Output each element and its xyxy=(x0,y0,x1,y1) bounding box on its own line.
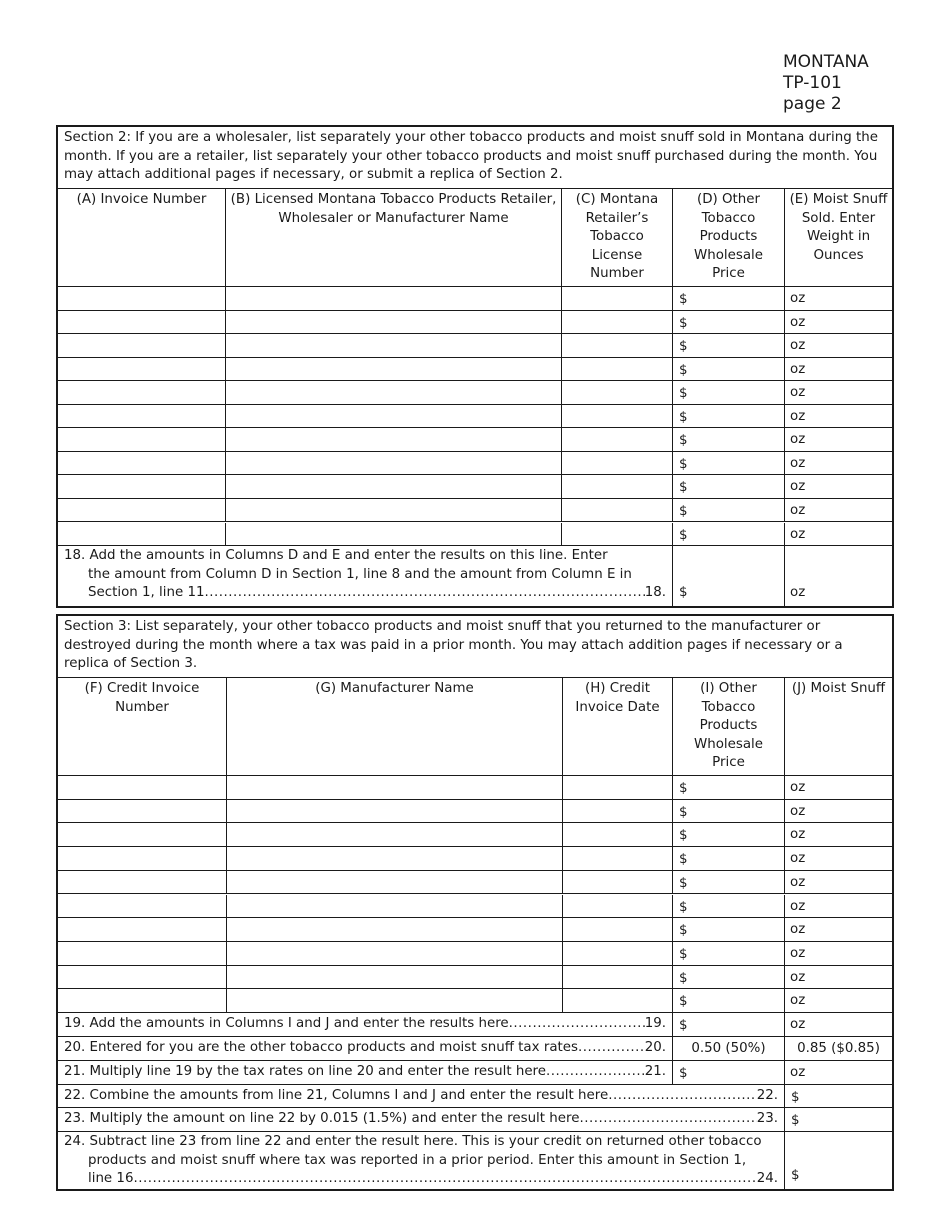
ounce-unit: oz xyxy=(790,479,806,495)
section-3-wholesale-price-field[interactable] xyxy=(673,942,785,965)
col-c-header: (C) Montana Retailer’s Tobacco License Number xyxy=(562,189,673,286)
page-number: page 2 xyxy=(783,94,842,114)
section-3 xyxy=(56,614,894,1191)
line-18-line1: 18. Add the amounts in Columns D and E and enter the results on this line. Enter xyxy=(64,548,608,563)
line-18-d-field[interactable] xyxy=(673,546,785,606)
section-2-wholesale-price-field[interactable] xyxy=(673,475,785,498)
section-2-license-number-field[interactable] xyxy=(562,499,673,522)
dollar-sign: $ xyxy=(679,315,688,331)
line-19-row xyxy=(58,1013,892,1037)
section-2-licensee-name-field[interactable] xyxy=(226,475,562,498)
line-18-dollar: $ xyxy=(679,585,688,600)
table-row xyxy=(58,475,892,499)
line-21-oz: oz xyxy=(790,1065,806,1080)
ounce-unit: oz xyxy=(790,455,806,471)
table-row xyxy=(58,311,892,335)
line-24-field[interactable] xyxy=(785,1132,892,1189)
ounce-unit: oz xyxy=(790,945,806,961)
section-2-snuff-weight-field[interactable] xyxy=(785,475,892,498)
line-23-label: 23. Multiply the amount on line 22 by 0.015 (1.5%) and enter the result here xyxy=(64,1111,580,1126)
section-3-manufacturer-name-field[interactable] xyxy=(227,989,563,1012)
line-18-e-field[interactable] xyxy=(785,546,892,606)
line-19-text xyxy=(58,1013,673,1036)
section-2-licensee-name-field[interactable] xyxy=(226,358,562,381)
ounce-unit: oz xyxy=(790,291,806,306)
section-3-credit-invoice-date-field[interactable] xyxy=(563,847,673,870)
section-3-manufacturer-name-field[interactable] xyxy=(227,823,563,846)
line-24-number: 24. xyxy=(756,1171,778,1186)
dollar-sign: $ xyxy=(679,828,688,844)
table-row xyxy=(58,523,892,547)
col-f-header: (F) Credit Invoice Number xyxy=(58,678,227,775)
section-2-invoice-number-field[interactable] xyxy=(58,499,226,522)
dollar-sign: $ xyxy=(679,804,688,820)
section-2-license-number-field[interactable] xyxy=(562,523,673,546)
section-2-wholesale-price-field[interactable] xyxy=(673,334,785,357)
col-i-header: (I) Other Tobacco Products Wholesale Price xyxy=(673,678,785,775)
section-2-license-number-field[interactable] xyxy=(562,287,673,310)
table-row xyxy=(58,334,892,358)
leader-dots xyxy=(509,1015,645,1034)
table-row xyxy=(58,823,892,847)
section-3-credit-invoice-date-field[interactable] xyxy=(563,918,673,941)
ounce-unit: oz xyxy=(790,874,806,890)
section-2-licensee-name-field[interactable] xyxy=(226,311,562,334)
table-row xyxy=(58,800,892,824)
table-row xyxy=(58,847,892,871)
line-18-row xyxy=(58,546,892,606)
line-23-field[interactable] xyxy=(785,1108,892,1131)
line-24-line2: products and moist snuff where tax was reported in a prior period. Enter this amount in Section 1, xyxy=(88,1152,747,1168)
section-2-header-row xyxy=(58,189,892,287)
section-2-intro: Section 2: If you are a wholesaler, list separately your other tobacco products and moist snuff sold in Montana during the month. If you are a retailer, list separately your other tobacco products and moist snuff purchased during the month. You may attach additional pages if necessary, or submit a replica of Section 2. xyxy=(58,127,892,189)
ounce-unit: oz xyxy=(790,338,806,354)
section-2-snuff-weight-field[interactable] xyxy=(785,311,892,334)
table-row xyxy=(58,942,892,966)
line-20-rate-j: 0.85 ($0.85) xyxy=(797,1041,880,1056)
section-2-invoice-number-field[interactable] xyxy=(58,311,226,334)
ounce-unit: oz xyxy=(790,993,806,1009)
col-d-header: (D) Other Tobacco Products Wholesale Price xyxy=(673,189,785,286)
section-3-credit-invoice-date-field[interactable] xyxy=(563,895,673,918)
section-2-licensee-name-field[interactable] xyxy=(226,452,562,475)
section-3-moist-snuff-field[interactable] xyxy=(785,918,892,941)
section-3-manufacturer-name-field[interactable] xyxy=(227,871,563,894)
line-22-dollar: $ xyxy=(791,1090,800,1105)
section-2-wholesale-price-field[interactable] xyxy=(673,523,785,546)
section-2-wholesale-price-field[interactable] xyxy=(673,311,785,334)
section-2-license-number-field[interactable] xyxy=(562,475,673,498)
line-22-number: 22. xyxy=(756,1088,778,1103)
dollar-sign: $ xyxy=(679,899,688,915)
ounce-unit: oz xyxy=(790,314,806,330)
section-3-manufacturer-name-field[interactable] xyxy=(227,776,563,799)
section-2-license-number-field[interactable] xyxy=(562,358,673,381)
section-3-moist-snuff-field[interactable] xyxy=(785,871,892,894)
section-2-licensee-name-field[interactable] xyxy=(226,287,562,310)
section-2-invoice-number-field[interactable] xyxy=(58,334,226,357)
table-row xyxy=(58,452,892,476)
section-2-snuff-weight-field[interactable] xyxy=(785,452,892,475)
line-24-line1: 24. Subtract line 23 from line 22 and enter the result here. This is your credit on returned other tobacco xyxy=(64,1134,762,1149)
section-2-snuff-weight-field[interactable] xyxy=(785,523,892,546)
leader-dots xyxy=(608,1087,756,1106)
table-row xyxy=(58,895,892,919)
ounce-unit: oz xyxy=(790,803,806,819)
section-2-invoice-number-field[interactable] xyxy=(58,475,226,498)
section-2-licensee-name-field[interactable] xyxy=(226,523,562,546)
line-21-text xyxy=(58,1061,673,1084)
section-3-wholesale-price-field[interactable] xyxy=(673,918,785,941)
section-2-snuff-weight-field[interactable] xyxy=(785,405,892,428)
dollar-sign: $ xyxy=(679,409,688,425)
section-3-wholesale-price-field[interactable] xyxy=(673,823,785,846)
dollar-sign: $ xyxy=(679,339,688,355)
section-2-licensee-name-field[interactable] xyxy=(226,334,562,357)
dollar-sign: $ xyxy=(679,362,688,378)
section-3-moist-snuff-field[interactable] xyxy=(785,989,892,1012)
section-2-licensee-name-field[interactable] xyxy=(226,381,562,404)
line-19-number: 19. xyxy=(644,1016,666,1031)
section-3-wholesale-price-field[interactable] xyxy=(673,776,785,799)
section-3-wholesale-price-field[interactable] xyxy=(673,847,785,870)
section-3-credit-invoice-number-field[interactable] xyxy=(58,823,227,846)
form-number: TP-101 xyxy=(783,73,842,93)
section-2-invoice-number-field[interactable] xyxy=(58,452,226,475)
line-22-row xyxy=(58,1085,892,1108)
line-22-field[interactable] xyxy=(785,1085,892,1107)
ounce-unit: oz xyxy=(790,898,806,914)
line-19-dollar: $ xyxy=(679,1018,688,1033)
section-2-snuff-weight-field[interactable] xyxy=(785,334,892,357)
line-22-label: 22. Combine the amounts from line 21, Columns I and J and enter the result here xyxy=(64,1088,609,1103)
section-3-manufacturer-name-field[interactable] xyxy=(227,847,563,870)
section-3-credit-invoice-date-field[interactable] xyxy=(563,823,673,846)
section-3-manufacturer-name-field[interactable] xyxy=(227,918,563,941)
dollar-sign: $ xyxy=(679,781,688,796)
section-2 xyxy=(56,125,894,608)
section-3-credit-invoice-date-field[interactable] xyxy=(563,776,673,799)
line-21-i-field[interactable] xyxy=(673,1061,785,1084)
leader-dots xyxy=(133,1170,756,1189)
dollar-sign: $ xyxy=(679,923,688,939)
table-row xyxy=(58,966,892,990)
line-21-label: 21. Multiply line 19 by the tax rates on line 20 and enter the result here xyxy=(64,1064,547,1079)
section-2-wholesale-price-field[interactable] xyxy=(673,452,785,475)
line-24-row xyxy=(58,1132,892,1189)
col-a-header: (A) Invoice Number xyxy=(58,189,226,286)
section-3-intro: Section 3: List separately, your other tobacco products and moist snuff that you returned to the manufacturer or destroyed during the month where a tax was paid in a prior month. You may attach addition pages if necessary or a replica of Section 3. xyxy=(58,616,892,678)
ounce-unit: oz xyxy=(790,922,806,938)
line-21-row xyxy=(58,1061,892,1085)
section-2-invoice-number-field[interactable] xyxy=(58,405,226,428)
section-3-credit-invoice-number-field[interactable] xyxy=(58,918,227,941)
table-row xyxy=(58,381,892,405)
section-2-snuff-weight-field[interactable] xyxy=(785,381,892,404)
section-2-license-number-field[interactable] xyxy=(562,452,673,475)
section-3-credit-invoice-number-field[interactable] xyxy=(58,871,227,894)
line-24-line3-text: line 16 xyxy=(88,1171,134,1186)
section-2-licensee-name-field[interactable] xyxy=(226,405,562,428)
leader-dots xyxy=(205,584,645,603)
section-3-moist-snuff-field[interactable] xyxy=(785,895,892,918)
table-row xyxy=(58,871,892,895)
state-name: MONTANA xyxy=(783,52,869,72)
section-2-licensee-name-field[interactable] xyxy=(226,499,562,522)
line-20-label: 20. Entered for you are the other tobacco products and moist snuff tax rates xyxy=(64,1040,578,1055)
table-row xyxy=(58,499,892,523)
line-19-oz: oz xyxy=(790,1017,806,1032)
line-23-text xyxy=(58,1108,785,1131)
leader-dots xyxy=(579,1110,756,1129)
dollar-sign: $ xyxy=(679,946,688,962)
ounce-unit: oz xyxy=(790,361,806,377)
section-2-wholesale-price-field[interactable] xyxy=(673,428,785,451)
section-3-manufacturer-name-field[interactable] xyxy=(227,895,563,918)
col-b-header: (B) Licensed Montana Tobacco Products Retailer, Wholesaler or Manufacturer Name xyxy=(226,189,562,286)
section-3-manufacturer-name-field[interactable] xyxy=(227,800,563,823)
section-3-manufacturer-name-field[interactable] xyxy=(227,966,563,989)
dollar-sign: $ xyxy=(679,527,688,543)
table-row xyxy=(58,405,892,429)
section-3-moist-snuff-field[interactable] xyxy=(785,823,892,846)
table-row xyxy=(58,776,892,800)
line-20-number: 20. xyxy=(644,1040,666,1055)
ounce-unit: oz xyxy=(790,851,806,867)
line-20-rate-i: 0.50 (50%) xyxy=(673,1037,785,1060)
col-h-header: (H) Credit Invoice Date xyxy=(563,678,673,775)
section-3-credit-invoice-number-field[interactable] xyxy=(58,942,227,965)
line-18-number: 18. xyxy=(644,585,666,600)
section-3-header-row xyxy=(58,678,892,776)
section-3-credit-invoice-date-field[interactable] xyxy=(563,800,673,823)
line-21-j-field[interactable] xyxy=(785,1061,892,1084)
line-19-i-field[interactable] xyxy=(673,1013,785,1036)
table-row xyxy=(58,989,892,1013)
line-24-line3 xyxy=(64,1170,778,1189)
section-2-license-number-field[interactable] xyxy=(562,311,673,334)
table-row xyxy=(58,918,892,942)
line-18-text xyxy=(58,546,673,606)
line-23-row xyxy=(58,1108,892,1132)
leader-dots xyxy=(546,1063,645,1082)
line-22-text xyxy=(58,1085,785,1107)
section-3-moist-snuff-field[interactable] xyxy=(785,847,892,870)
dollar-sign: $ xyxy=(679,852,688,868)
section-3-moist-snuff-field[interactable] xyxy=(785,776,892,799)
dollar-sign: $ xyxy=(679,994,688,1010)
col-e-header: (E) Moist Snuff Sold. Enter Weight in Ounces xyxy=(789,192,888,263)
section-3-credit-invoice-date-field[interactable] xyxy=(563,871,673,894)
section-2-snuff-weight-field[interactable] xyxy=(785,499,892,522)
dollar-sign: $ xyxy=(679,970,688,986)
section-2-license-number-field[interactable] xyxy=(562,405,673,428)
line-20-text xyxy=(58,1037,673,1060)
ounce-unit: oz xyxy=(790,526,806,542)
section-2-wholesale-price-field[interactable] xyxy=(673,499,785,522)
table-row xyxy=(58,358,892,382)
section-2-snuff-weight-field[interactable] xyxy=(785,358,892,381)
section-3-credit-invoice-date-field[interactable] xyxy=(563,942,673,965)
section-2-invoice-number-field[interactable] xyxy=(58,523,226,546)
col-j-header: (J) Moist Snuff xyxy=(791,681,886,696)
col-g-header: (G) Manufacturer Name xyxy=(227,678,563,775)
dollar-sign: $ xyxy=(679,386,688,402)
section-3-credit-invoice-number-field[interactable] xyxy=(58,776,227,799)
line-23-dollar: $ xyxy=(791,1113,800,1128)
section-2-invoice-number-field[interactable] xyxy=(58,358,226,381)
ounce-unit: oz xyxy=(790,502,806,518)
line-18-oz: oz xyxy=(790,585,806,600)
dollar-sign: $ xyxy=(679,503,688,519)
section-3-credit-invoice-number-field[interactable] xyxy=(58,989,227,1012)
section-3-credit-invoice-number-field[interactable] xyxy=(58,895,227,918)
table-row xyxy=(58,428,892,452)
line-18-line3-text: Section 1, line 11 xyxy=(88,585,205,600)
line-21-dollar: $ xyxy=(679,1066,688,1081)
dollar-sign: $ xyxy=(679,875,688,891)
line-18-line3 xyxy=(64,584,666,603)
section-2-license-number-field[interactable] xyxy=(562,334,673,357)
leader-dots xyxy=(578,1039,645,1058)
ounce-unit: oz xyxy=(790,385,806,401)
line-23-number: 23. xyxy=(756,1111,778,1126)
section-3-moist-snuff-field[interactable] xyxy=(785,966,892,989)
line-21-number: 21. xyxy=(644,1064,666,1079)
section-3-credit-invoice-number-field[interactable] xyxy=(58,966,227,989)
line-24-dollar: $ xyxy=(791,1168,800,1183)
section-3-moist-snuff-field[interactable] xyxy=(785,942,892,965)
table-row xyxy=(58,287,892,311)
section-3-credit-invoice-date-field[interactable] xyxy=(563,966,673,989)
section-2-wholesale-price-field[interactable] xyxy=(673,381,785,404)
section-3-manufacturer-name-field[interactable] xyxy=(227,942,563,965)
section-2-snuff-weight-field[interactable] xyxy=(785,287,892,310)
section-2-invoice-number-field[interactable] xyxy=(58,428,226,451)
section-3-wholesale-price-field[interactable] xyxy=(673,871,785,894)
form-header xyxy=(783,52,869,115)
section-2-license-number-field[interactable] xyxy=(562,381,673,404)
ounce-unit: oz xyxy=(790,408,806,424)
section-2-licensee-name-field[interactable] xyxy=(226,428,562,451)
dollar-sign: $ xyxy=(679,433,688,449)
section-3-credit-invoice-number-field[interactable] xyxy=(58,800,227,823)
section-2-snuff-weight-field[interactable] xyxy=(785,428,892,451)
line-19-j-field[interactable] xyxy=(785,1013,892,1036)
section-3-wholesale-price-field[interactable] xyxy=(673,800,785,823)
dollar-sign: $ xyxy=(679,292,688,307)
ounce-unit: oz xyxy=(790,969,806,985)
line-24-text xyxy=(58,1132,785,1189)
section-3-moist-snuff-field[interactable] xyxy=(785,800,892,823)
dollar-sign: $ xyxy=(679,480,688,496)
ounce-unit: oz xyxy=(790,780,806,795)
line-18-line2: the amount from Column D in Section 1, line 8 and the amount from Column E in xyxy=(88,566,632,582)
line-19-label: 19. Add the amounts in Columns I and J and enter the results here xyxy=(64,1016,509,1031)
section-2-wholesale-price-field[interactable] xyxy=(673,287,785,310)
section-2-license-number-field[interactable] xyxy=(562,428,673,451)
ounce-unit: oz xyxy=(790,432,806,448)
section-3-wholesale-price-field[interactable] xyxy=(673,966,785,989)
section-3-credit-invoice-date-field[interactable] xyxy=(563,989,673,1012)
section-2-wholesale-price-field[interactable] xyxy=(673,358,785,381)
ounce-unit: oz xyxy=(790,827,806,843)
dollar-sign: $ xyxy=(679,456,688,472)
section-2-invoice-number-field[interactable] xyxy=(58,287,226,310)
line-20-row xyxy=(58,1037,892,1061)
section-3-credit-invoice-number-field[interactable] xyxy=(58,847,227,870)
section-3-wholesale-price-field[interactable] xyxy=(673,989,785,1012)
section-2-invoice-number-field[interactable] xyxy=(58,381,226,404)
section-3-wholesale-price-field[interactable] xyxy=(673,895,785,918)
section-2-wholesale-price-field[interactable] xyxy=(673,405,785,428)
